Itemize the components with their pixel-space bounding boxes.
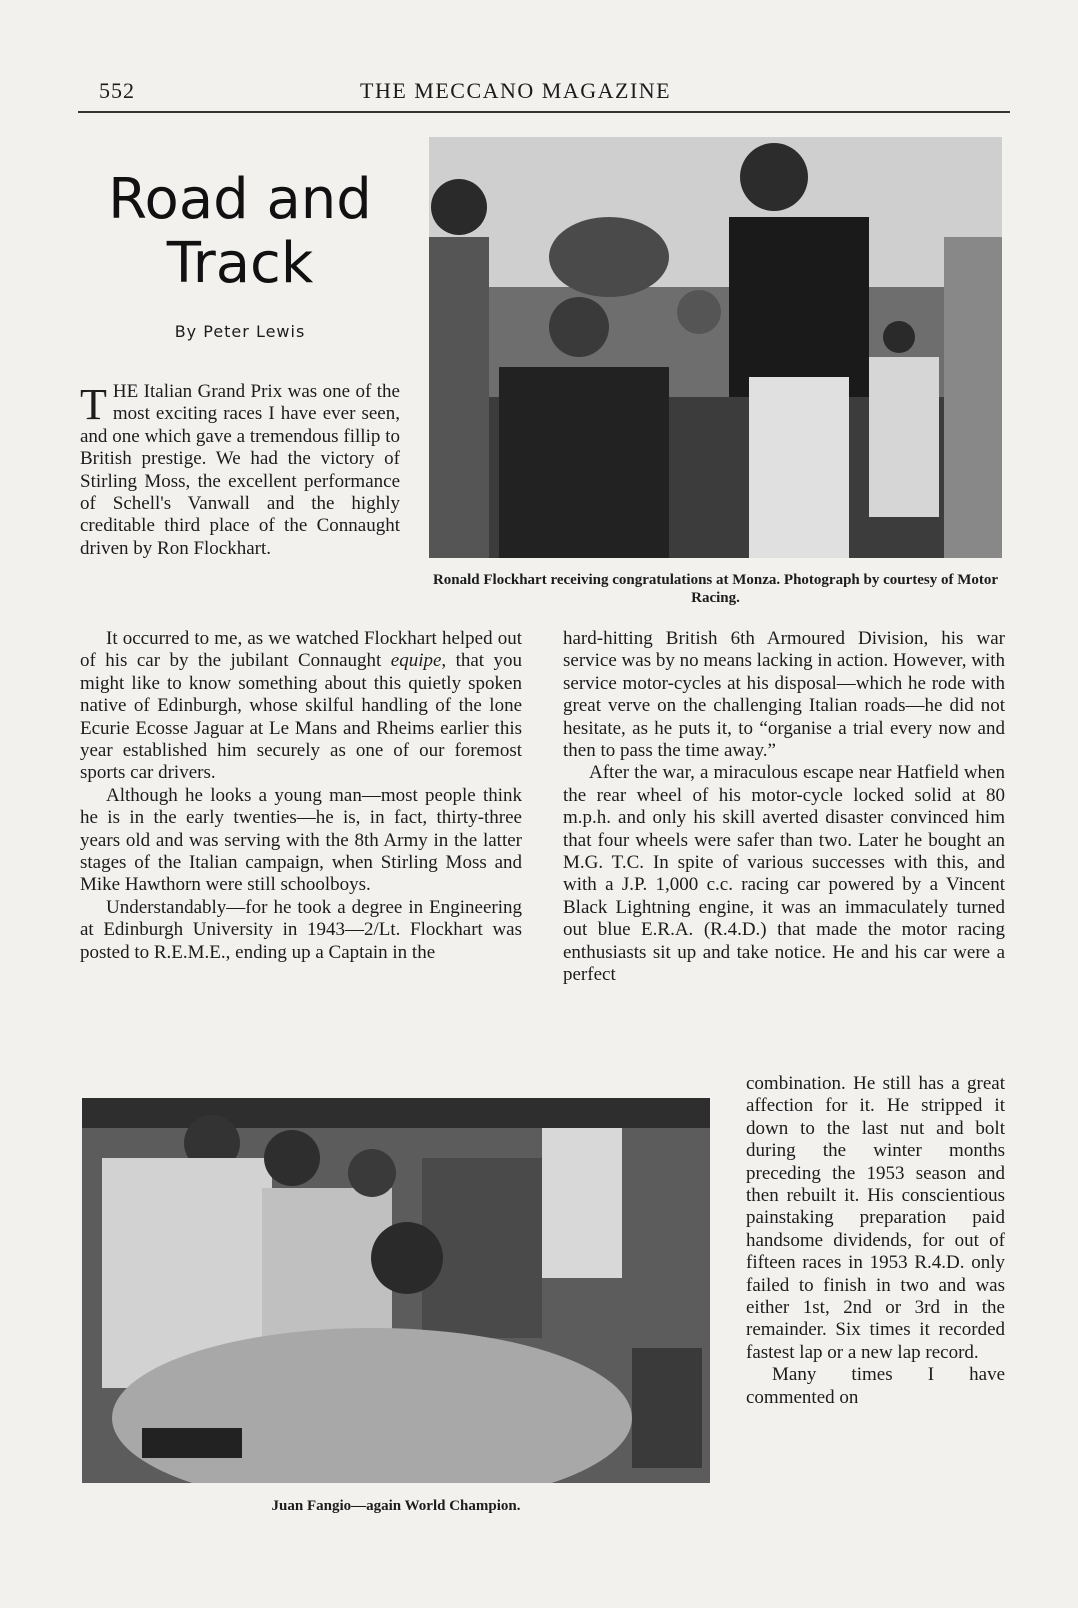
italic-word: equipe <box>390 650 442 672</box>
title-line-1: Road and <box>108 167 372 232</box>
page-number: 552 <box>99 78 135 103</box>
photo-fangio <box>82 1098 710 1483</box>
photo-caption-bottom: Juan Fangio—again World Champion. <box>271 1498 521 1514</box>
paragraph <box>80 628 522 785</box>
magazine-title: THE MECCANO MAGAZINE <box>360 78 672 103</box>
drop-cap: T <box>80 380 107 429</box>
paragraph: hard-hitting British 6th Armoured Division, his war service was by no means lacking in action. However, with service motor-cycles at his disposal—which he rode with great verve on the challenging Italian roads—he did not hesitate, as he puts it, to “organise a trial every now and then to pass the time away.” <box>563 628 1005 762</box>
paragraph: Many times I have commented on <box>746 1364 1005 1408</box>
paragraph: After the war, a miraculous escape near Hatfield when the rear wheel of his motor-cycle locked solid at 80 m.p.h. and only his skill averted disaster convinced him that four wheels were safer than two. Later he bought an M.G. T.C. In spite of various successes with this, and with a J.P. 1,000 c.c. racing car powered by a Vincent Black Lightning engine, it was an immaculately turned out blue E.R.A. (R.4.D.) that made the motor racing enthusiasts sit up and take notice. He and his car were a perfect <box>563 762 1005 986</box>
paragraph: Understandably—for he took a degree in Engineering at Edinburgh University in 1943—2/Lt. Flockhart was posted to R.E.M.E., ending up a Captain in the <box>80 896 522 963</box>
column-1 <box>80 381 400 560</box>
photo-caption-top: Ronald Flockhart receiving congratulations at Monza. Photograph by courtesy of Motor Racing. <box>432 572 999 606</box>
paragraph <box>80 381 400 560</box>
paragraph-text: It occurred to me, as we watched Flockhart helped out of his car by the jubilant Connaught <box>80 628 522 672</box>
column-3 <box>563 628 1005 987</box>
photo-flockhart-monza <box>429 137 1002 558</box>
column-2 <box>80 628 522 964</box>
header-rule <box>78 111 1010 113</box>
paragraph-text: HE Italian Grand Prix was one of the most exciting races I have ever seen, and one which gave a tremendous fillip to British prestige. We had the victory of Stirling Moss, the excellent performance of Schell's Vanwall and the highly creditable third place of the Connaught driven by Ron Flockhart. <box>80 381 400 559</box>
paragraph-text: , that you might like to know something about this quietly spoken native of Edinburgh, whose skilful handling of the lone Ecurie Ecosse Jaguar at Le Mans and Rheims earlier this year established him securely as one of our foremost sports car drivers. <box>80 650 522 784</box>
title-line-2: Track <box>166 231 314 296</box>
paragraph: combination. He still has a great affection for it. He stripped it down to the last nut and bolt during the winter months preceding the 1953 season and then rebuilt it. His conscientious painstaking preparation paid handsome dividends, for out of fifteen races in 1953 R.4.D. only failed to finish in two and was either 1st, 2nd or 3rd in the remainder. Six times it recorded fastest lap or a new lap record. <box>746 1073 1005 1363</box>
article-title <box>80 168 400 296</box>
byline: By Peter Lewis <box>174 322 306 341</box>
paragraph: Although he looks a young man—most people think he is in the early twenties—he is, in fact, thirty-three years old and was serving with the 8th Army in the latter stages of the Italian campaign, when Stirling Moss and Mike Hawthorn were still schoolboys. <box>80 784 522 896</box>
column-4 <box>746 1073 1005 1409</box>
